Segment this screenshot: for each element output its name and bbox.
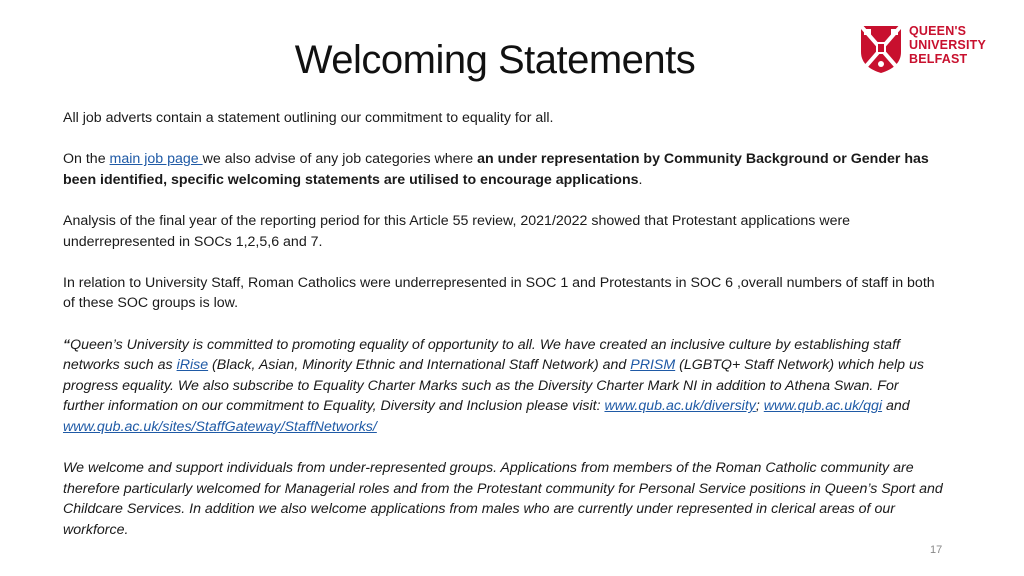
- logo-wordmark: [909, 24, 986, 66]
- main-job-page-link[interactable]: main job page: [109, 151, 203, 168]
- text: Queen’s University is committed to promoting equality of opportunity to all. We have created an inclusive culture by establishing staff networks such as: [63, 336, 900, 374]
- text: and: [882, 398, 910, 415]
- qub-crest-icon: [859, 24, 903, 74]
- diversity-link[interactable]: www.qub.ac.uk/diversity: [604, 398, 756, 415]
- bold-text: an under representation by Community Background or Gender has been identified, specific welcoming statements are utilised to encourage applications: [63, 151, 929, 188]
- text: we also advise of any job categories where: [202, 151, 478, 168]
- paragraph-adverts: All job adverts contain a statement outlining our commitment to equality for all.: [63, 110, 554, 126]
- text: .: [638, 171, 643, 188]
- paragraph-commitment-quote: [63, 335, 943, 438]
- logo-line-3: BELFAST: [909, 52, 968, 66]
- irise-link[interactable]: iRise: [176, 357, 209, 374]
- university-logo: [859, 24, 1009, 74]
- prism-link[interactable]: PRISM: [630, 357, 676, 374]
- logo-line-2: UNIVERSITY: [909, 38, 987, 52]
- paragraph-analysis: Analysis of the final year of the reporting period for this Article 55 review, 2021/2022 showed that Protestant applications were underrepresented in SOCs 1,2,5,6 and 7.: [63, 212, 851, 250]
- open-quote: “: [63, 336, 71, 353]
- text: (LGBTQ+ Staff Network) which help us progress equality. We also subscribe to Equality Charter Marks such as the Diversity Charter Mark NI in addition to Athena Swan. For further information on our commitment to Equality, Diversity and Inclusion please visit:: [63, 357, 924, 415]
- qgi-link[interactable]: www.qub.ac.uk/qgi: [763, 398, 883, 415]
- text: (Black, Asian, Minority Ethnic and International Staff Network) and: [208, 357, 631, 374]
- page-number: 17: [930, 544, 943, 556]
- paragraph-staff: In relation to University Staff, Roman Catholics were underrepresented in SOC 1 and Protestants in SOC 6 ,overall numbers of staff in both of these SOC groups is low.: [63, 274, 935, 312]
- text: On the: [63, 151, 110, 168]
- paragraph-job-page: [63, 149, 943, 190]
- page-title: Welcoming Statements: [294, 38, 696, 82]
- paragraph-welcome: We welcome and support individuals from under-represented groups. Applications from members of the Roman Catholic community are therefore particularly welcomed for Managerial roles and from the Protestant community for Personal Service positions in Queen’s Sport and Childcare Services. In addition we also welcome applications from males who are currently under represented in clerical areas of our workforce.: [63, 460, 943, 538]
- slide-body: [63, 108, 943, 561]
- logo-line-1: QUEEN'S: [909, 24, 967, 38]
- staff-networks-link[interactable]: www.qub.ac.uk/sites/StaffGateway/StaffNetworks/: [63, 418, 377, 435]
- text: ;: [755, 398, 764, 415]
